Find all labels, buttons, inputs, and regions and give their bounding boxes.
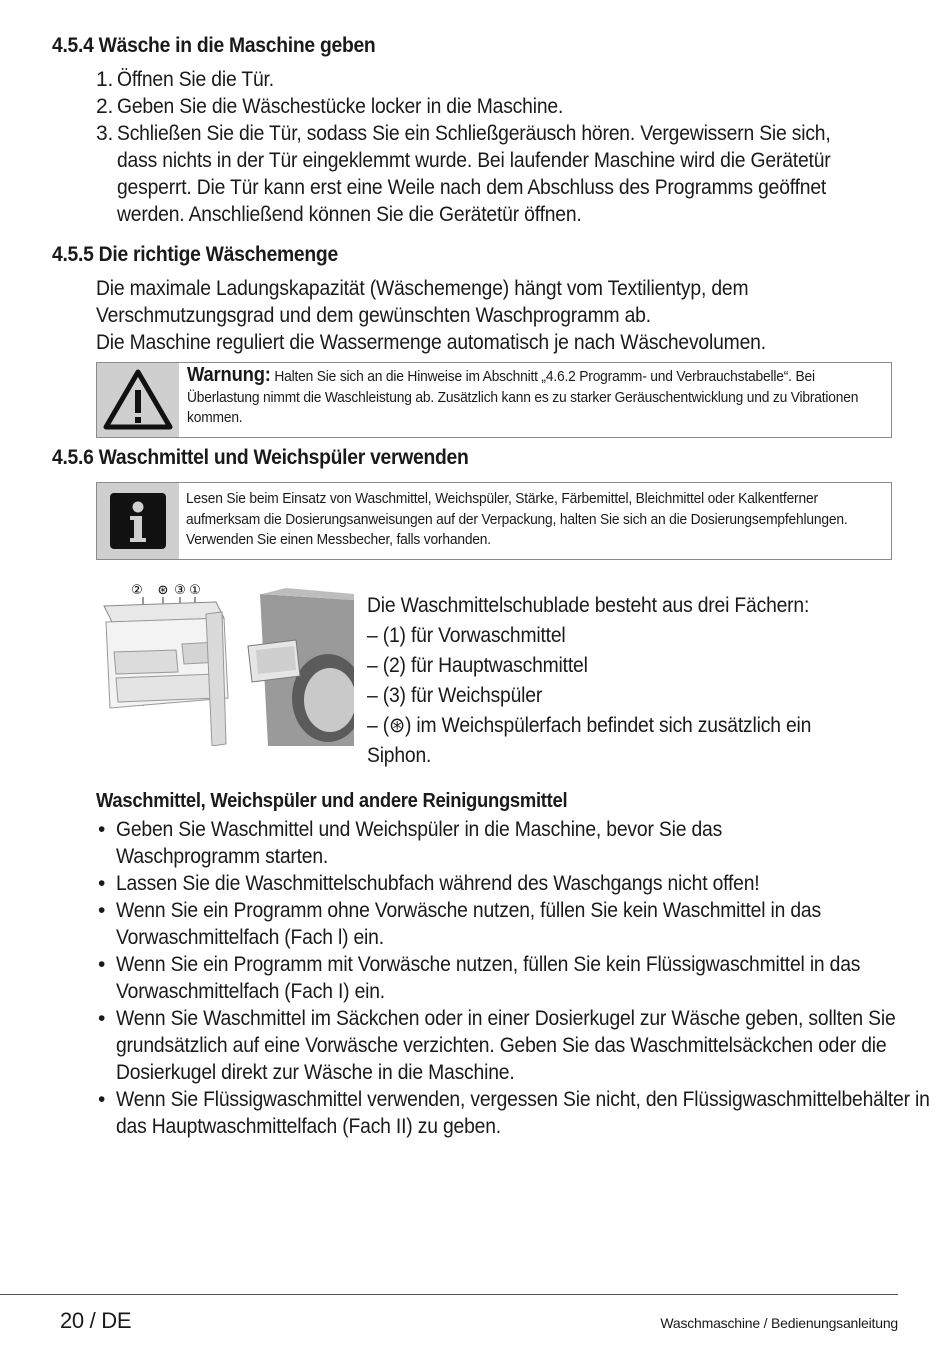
heading-4-5-6: 4.5.6 Waschmittel und Weichspüler verwenden <box>52 446 469 469</box>
heading-4-5-5: 4.5.5 Die richtige Wäschemenge <box>52 243 338 266</box>
bullet-item: • Wenn Sie Waschmittel im Säckchen oder in einer Dosierkugel zur Wäsche geben, sollten Sie grundsätzlich auf eine Vorwäsche verzichten. Geben Sie das Waschmittelsäckchen oder die Dosierkugel direkt zur Wäsche in die Maschine. <box>98 1007 896 1084</box>
bullet-dot: • <box>98 1007 106 1030</box>
step-item: 2. Geben Sie die Wäschestücke locker in die Maschine. <box>96 95 564 118</box>
detergent-drawer-figure <box>96 578 354 746</box>
bullet-dot: • <box>98 818 106 841</box>
figure-label-siphon: ⊛ <box>157 583 169 598</box>
washing-machine-shape <box>248 588 354 746</box>
bullet-item: • Wenn Sie ein Programm mit Vorwäsche nutzen, füllen Sie kein Flüssigwaschmittel in das Vorwaschmittelfach (Fach I) ein. <box>98 953 861 1003</box>
drawer-shape <box>104 602 228 746</box>
warning-box <box>96 362 892 438</box>
info-icon <box>97 483 179 559</box>
bullet-item: • Lassen Sie die Waschmittelschubfach während des Waschgangs nicht offen! <box>98 872 760 895</box>
figure-label-1: ① <box>189 583 201 598</box>
drawer-line: – (2) für Hauptwaschmittel <box>367 654 588 677</box>
footer-rule <box>0 1294 898 1295</box>
step-item: 1. Öffnen Sie die Tür. <box>96 68 274 91</box>
drawer-illustration <box>96 578 354 746</box>
figure-label-2: ② <box>131 583 143 598</box>
drawer-line: – (3) für Weichspüler <box>367 684 543 707</box>
bullet-item: • Wenn Sie ein Programm ohne Vorwäsche nutzen, füllen Sie kein Waschmittel in das Vorwaschmittelfach (Fach l) ein. <box>98 899 821 949</box>
info-icon-cell <box>97 483 179 559</box>
warning-label: Warnung: <box>187 364 271 386</box>
detergent-bullets <box>96 816 946 1140</box>
info-box <box>96 482 892 560</box>
drawer-line: Siphon. <box>367 744 432 767</box>
warning-triangle-icon <box>97 363 179 437</box>
drawer-line: – (⊛) im Weichspülerfach befindet sich zusätzlich ein <box>367 714 812 737</box>
bullet-dot: • <box>98 1088 106 1111</box>
heading-4-5-4: 4.5.4 Wäsche in die Maschine geben <box>52 34 376 57</box>
capacity-paragraph: Die maximale Ladungskapazität (Wäschemenge) hängt vom Textilientyp, dem Verschmutzungsgrad und dem gewünschten Waschprogramm ab. Die Maschine reguliert die Wassermenge automatisch je nach Wäschevolumen. <box>96 277 766 354</box>
drawer-line: – (1) für Vorwaschmittel <box>367 624 566 647</box>
bullet-item: • Wenn Sie Flüssigwaschmittel verwenden, vergessen Sie nicht, den Flüssigwaschmittelbehälter in das Hauptwaschmittelfach (Fach II) zu geben. <box>98 1088 930 1138</box>
warning-icon-cell <box>97 363 179 437</box>
drawer-line: Die Waschmittelschublade besteht aus drei Fächern: <box>367 594 810 617</box>
document-title: Waschmaschine / Bedienungsanleitung <box>660 1315 898 1331</box>
warning-body: Halten Sie sich an die Hinweise im Abschnitt „4.6.2 Programm- und Verbrauchstabelle“. Bei Überlastung nimmt die Waschleistung ab. Zusätzlich kann es zu starker Geräuschentwicklung und zu Vibrationen kommen. <box>187 368 859 426</box>
bullet-dot: • <box>98 953 106 976</box>
steps-list <box>96 66 926 228</box>
page-number: 20 / DE <box>60 1308 132 1333</box>
step-item: 3. Schließen Sie die Tür, sodass Sie ein Schließgeräusch hören. Vergewissern Sie sich, dass nichts in der Tür eingeklemmt wurde. Bei laufender Maschine wird die Gerätetür gesperrt. Die Tür kann erst eine Weile nach dem Abschluss des Programms geöffnet werden. Anschließend können Sie die Gerätetür öffnen. <box>96 122 831 226</box>
bullet-dot: • <box>98 899 106 922</box>
warning-text <box>187 365 885 429</box>
subheading-detergents: Waschmittel, Weichspüler und andere Reinigungsmittel <box>96 790 568 812</box>
bullet-item: • Geben Sie Waschmittel und Weichspüler in die Maschine, bevor Sie das Waschprogramm starten. <box>98 818 723 868</box>
drawer-description <box>367 591 927 771</box>
info-text: Lesen Sie beim Einsatz von Waschmittel, Weichspüler, Stärke, Färbemittel, Bleichmittel oder Kalkentferner aufmerksam die Dosierungsanweisungen auf der Verpackung, halten Sie sich an die Dosierungsempfehlungen. Verwenden Sie einen Messbecher, falls vorhanden. <box>186 490 848 548</box>
figure-label-3: ③ <box>174 583 186 598</box>
bullet-dot: • <box>98 872 106 895</box>
